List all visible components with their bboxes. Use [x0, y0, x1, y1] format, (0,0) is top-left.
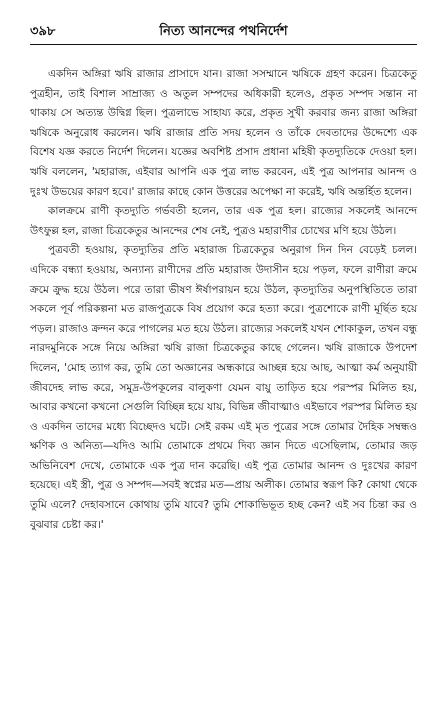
paragraph-2 — [30, 202, 417, 241]
running-title: নিত্য আনন্দের পথনির্দেশ — [159, 24, 288, 39]
page-number: ৩৯৮ — [30, 24, 56, 39]
page-header — [30, 22, 417, 45]
paragraph-text: পুত্রবতী হওয়ায়, কৃতদ্যুতির প্রতি মহারাজ চিত্রকেতুর অনুরাগ দিন দিন বেড়েই চলল। এদিকে বন্ধ্যা হওয়ায়, অন্যান্য রাণীদের প্রতি মহারাজ উদাসীন হয়ে পড়ল, ফলে রাণীরা ক্রমে ক্রমে ক্রুদ্ধ হয়ে উঠল। পরে তারা ভীষণ ঈর্ষাপরায়ন হয়ে উঠল, কৃতদ্যুতির অনুপস্থিতিতে তারা সকলে পূর্ব পরিকল্পনা মত রাজপুত্রকে বিষ প্রয়োগ করে হত্যা করে। পুত্রশোকে রাণী মূর্ছিত হয়ে পড়ল। রাজাও ক্রন্দন করে পাগলের মত হয়ে উঠল। রাজ্যের সকলেই যখন শোকাকুল, তখন বন্ধু নারদমুনিকে সঙ্গে নিয়ে অঙ্গিরা ঋষি রাজা চিত্রকেতুর কাছে গেলেন। ঋষি রাজাকে উপদেশ দিলেন, 'মোহ ত্যাগ কর, তুমি তো অজ্ঞানের অন্ধকারে আচ্ছন্ন হয়ে আছ, আত্মা কর্ম অনুযায়ী জীবদেহ লাভ করে, সমুদ্র-উপকূলের বালুকণা যেমন বায়ু তাড়িত হয়ে পরস্পর মিলিত হয়, আবার কখনো কখনো সেগুলি বিচ্ছিন্ন হয়ে যায়, বিভিন্ন জীবাত্মাও এইভাবে পরস্পর মিলিত হয় ও একদিন তাদের মধ্যে বিচ্ছেদও ঘটে। সেই রকম এই মৃত পুত্রের সঙ্গে তোমার দৈহিক সম্বন্ধও ক্ষণিক ও অনিত্য—যদিও আমি তোমাকে প্রথমে দিব্য জ্ঞান দিতে এসেছিলাম, তোমার জড় অভিনিবেশ দেখে, তোমাকে এক পুত্র দান করেছি। এই পুত্র তোমার আনন্দ ও দুঃখের কারণ হয়েছে। এই স্ত্রী, পুত্র ও সম্পদ—সবই স্বপ্নের মত—প্রায় অলীক। তোমার স্বরূপ কি? কোথা থেকে তুমি এলে? দেহাবসানে কোথায় তুমি যাবে? তুমি শোকাভিভূত হচ্ছ কেন? এই সব চিন্তা কর ও বুঝবার চেষ্টা কর।' — [30, 244, 417, 531]
paragraph-text: একদিন অঙ্গিরা ঋষি রাজার প্রাসাদে যান। রাজা সসম্মানে ঋষিকে গ্রহণ করেন। চিত্রকেতু পুত্রহীন, তাই বিশাল সাম্রাজ্য ও অতুল সম্পদের অধিকারী হলেও, প্রকৃত সম্পদ সন্তান না থাকায় সে অত্যন্ত উদ্বিগ্ন ছিল। পুত্রলাভে সাহায্য করে, প্রকৃত সুখী করবার জন্য রাজা অঙ্গিরা ঋষিকে অনুরোধ করলেন। ঋষি রাজার প্রতি সদয় হলেন ও তাঁকে দেবতাদের উদ্দেশ্যে এক বিশেষ যজ্ঞ করতে নির্দেশ দিলেন। যজ্ঞের অবশিষ্ট প্রসাদ প্রধানা মহিষী কৃতদ্যুতিকে দেওয়া হল। ঋষি বললেন, 'মহারাজ, এইবার আপনি এক পুত্র লাভ করবেন, এই পুত্র আপনার আনন্দ ও দুঃখ উভয়ের কারণ হবে।' রাজার কাছে কোন উত্তরের অপেক্ষা না করেই, ঋষি অন্তর্হিত হলেন। — [30, 68, 417, 198]
paragraph-1 — [30, 65, 417, 202]
paragraph-3 — [30, 241, 417, 535]
paragraph-text: কালক্রমে রাণী কৃতদ্যুতি গর্ভবতী হলেন, তার এক পুত্র হল। রাজ্যের সকলেই আনন্দে উৎফুল্ল হল, রাজা চিত্রকেতুর আনন্দের শেষ নেই, পুত্রও মহারাণীর চোখের মণি হয়ে উঠল। — [30, 205, 417, 237]
